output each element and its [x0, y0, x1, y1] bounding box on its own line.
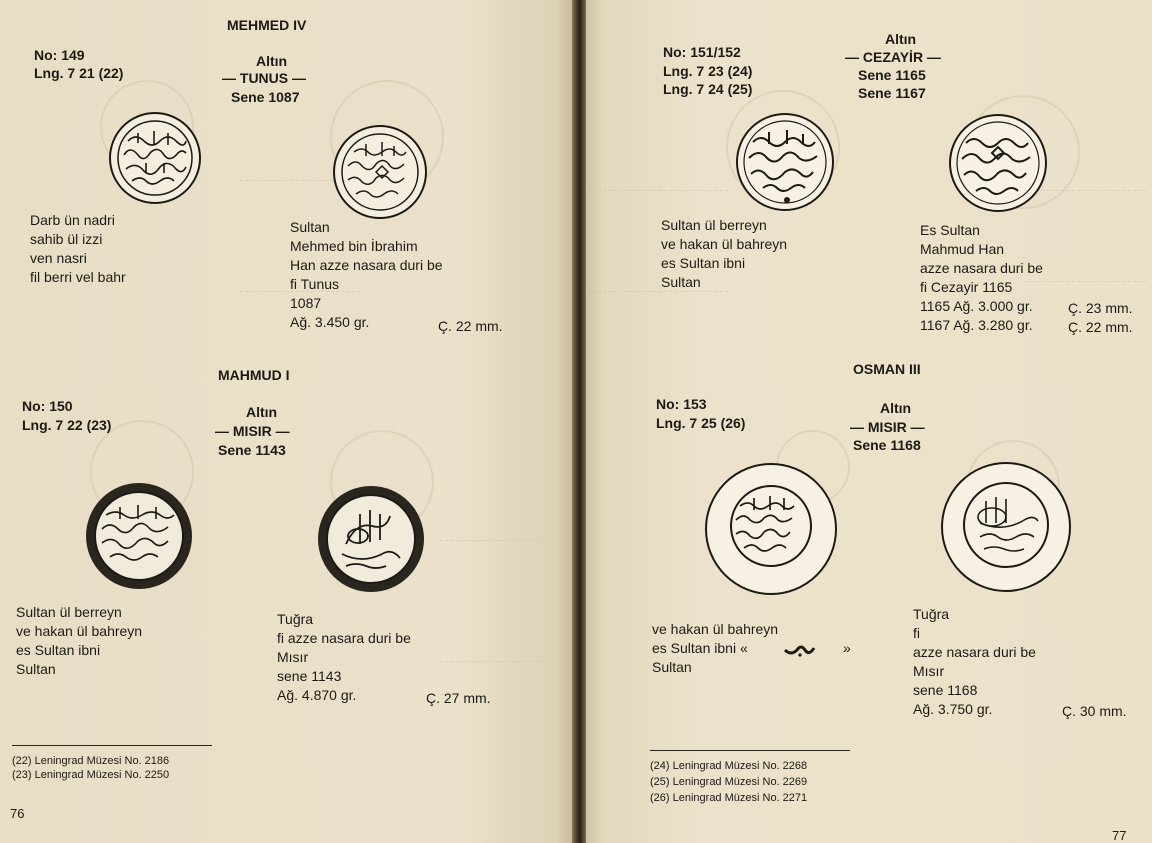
legend-line: Mehmed bin İbrahim: [290, 238, 418, 254]
legend-line: Mısır: [277, 649, 309, 665]
legend-line: fi Tunus: [290, 276, 340, 292]
legend-line: Es Sultan: [920, 222, 980, 238]
page-number: 77: [1112, 828, 1127, 843]
legend-line: Sultan: [652, 659, 692, 675]
legend-line: Tuğra: [913, 606, 950, 622]
diameter-label: Ç. 22 mm.: [438, 318, 503, 334]
legend-line: es Sultan ibni: [16, 642, 101, 658]
diameter-label: Ç. 22 mm.: [1068, 319, 1133, 335]
footnote: (24) Leningrad Müzesi No. 2268: [650, 760, 808, 772]
mint-label: — TUNUS —: [222, 70, 306, 86]
year-label: Sene 1165: [858, 67, 926, 83]
legend-line: sene 1168: [913, 682, 978, 698]
book-gutter: [572, 0, 586, 843]
coin-obverse-153: [704, 462, 838, 596]
lng-reference: Lng. 7 23 (24): [663, 63, 753, 79]
legend-line: sene 1143: [277, 668, 342, 684]
legend-line: ve hakan ül bahreyn: [661, 236, 788, 252]
legend-line: ve hakan ül bahreyn: [652, 621, 779, 637]
footnote: (22) Leningrad Müzesi No. 2186: [12, 755, 170, 767]
legend-line: fi Cezayir 1165: [920, 279, 1013, 295]
metal-label: Altın: [880, 400, 912, 416]
legend-line: sahib ül izzi: [30, 231, 103, 247]
footnote-rule: [12, 745, 212, 746]
footnote: (25) Leningrad Müzesi No. 2269: [650, 776, 808, 788]
left-page: [0, 0, 572, 843]
weight-label: 1167 Ağ. 3.280 gr.: [920, 317, 1033, 333]
footnote: (26) Leningrad Müzesi No. 2271: [650, 792, 808, 804]
coin-obverse-149: [108, 111, 202, 205]
legend-line: 1087: [290, 295, 322, 311]
weight-label: Ağ. 3.450 gr.: [290, 314, 370, 330]
legend-line: azze nasara duri be: [913, 644, 1036, 660]
metal-label: Altın: [256, 53, 288, 69]
legend-line: Mahmud Han: [920, 241, 1005, 257]
coin-reverse-149: [332, 124, 428, 220]
mint-label: — CEZAYİR —: [845, 49, 941, 65]
year-label: Sene 1143: [218, 442, 286, 458]
mint-label: — MISIR —: [215, 423, 290, 439]
metal-label: Altın: [885, 31, 917, 47]
year-label: Sene 1168: [853, 437, 921, 453]
legend-line: es Sultan ibni: [661, 255, 746, 271]
footnote: (23) Leningrad Müzesi No. 2250: [12, 769, 170, 781]
catalog-number: No: 151/152: [663, 44, 741, 60]
right-page: [586, 0, 1152, 843]
coin-obverse-150: [84, 481, 194, 591]
weight-label: 1165 Ağ. 3.000 gr.: [920, 298, 1033, 314]
diameter-label: Ç. 30 mm.: [1062, 703, 1127, 719]
legend-line: Tuğra: [277, 611, 314, 627]
legend-line: fi azze nasara duri be: [277, 630, 411, 646]
lng-reference: Lng. 7 24 (25): [663, 81, 753, 97]
ruler-heading: MEHMED IV: [227, 17, 307, 33]
ruler-heading: MAHMUD I: [218, 367, 290, 383]
footnote-rule: [650, 750, 850, 751]
legend-line: Sultan: [661, 274, 701, 290]
legend-line: fi: [913, 625, 920, 641]
weight-label: Ağ. 4.870 gr.: [277, 687, 357, 703]
lng-reference: Lng. 7 21 (22): [34, 65, 124, 81]
legend-line: fil berri vel bahr: [30, 269, 126, 285]
legend-line: Sultan: [16, 661, 56, 677]
lng-reference: Lng. 7 25 (26): [656, 415, 746, 431]
legend-line: Darb ün nadri: [30, 212, 115, 228]
legend-line: Han azze nasara duri be: [290, 257, 443, 273]
lng-reference: Lng. 7 22 (23): [22, 417, 112, 433]
legend-line: Sultan: [290, 219, 330, 235]
legend-line: ven nasri: [30, 250, 87, 266]
mint-label: — MISIR —: [850, 419, 925, 435]
arabic-name-inscription: [782, 641, 816, 657]
bleed-through-text: [440, 540, 550, 662]
weight-label: Ağ. 3.750 gr.: [913, 701, 993, 717]
metal-label: Altın: [246, 404, 278, 420]
year-label: Sene 1167: [858, 85, 926, 101]
coin-reverse-153: [940, 461, 1072, 593]
legend-line: es Sultan ibni «: [652, 640, 748, 656]
legend-quote-close: »: [843, 640, 851, 656]
catalog-number: No: 149: [34, 47, 85, 63]
catalog-number: No: 153: [656, 396, 707, 412]
legend-line: ve hakan ül bahreyn: [16, 623, 143, 639]
diameter-label: Ç. 27 mm.: [426, 690, 491, 706]
coin-obverse-151: [735, 112, 835, 212]
legend-line: Sultan ül berreyn: [661, 217, 767, 233]
legend-line: Sultan ül berreyn: [16, 604, 122, 620]
coin-reverse-150: [316, 484, 426, 594]
diameter-label: Ç. 23 mm.: [1068, 300, 1133, 316]
page-number: 76: [10, 806, 25, 821]
catalog-number: No: 150: [22, 398, 73, 414]
coin-reverse-151: [948, 113, 1048, 213]
legend-line: Mısır: [913, 663, 945, 679]
legend-line: azze nasara duri be: [920, 260, 1043, 276]
year-label: Sene 1087: [231, 89, 300, 105]
ruler-heading: OSMAN III: [853, 361, 921, 377]
